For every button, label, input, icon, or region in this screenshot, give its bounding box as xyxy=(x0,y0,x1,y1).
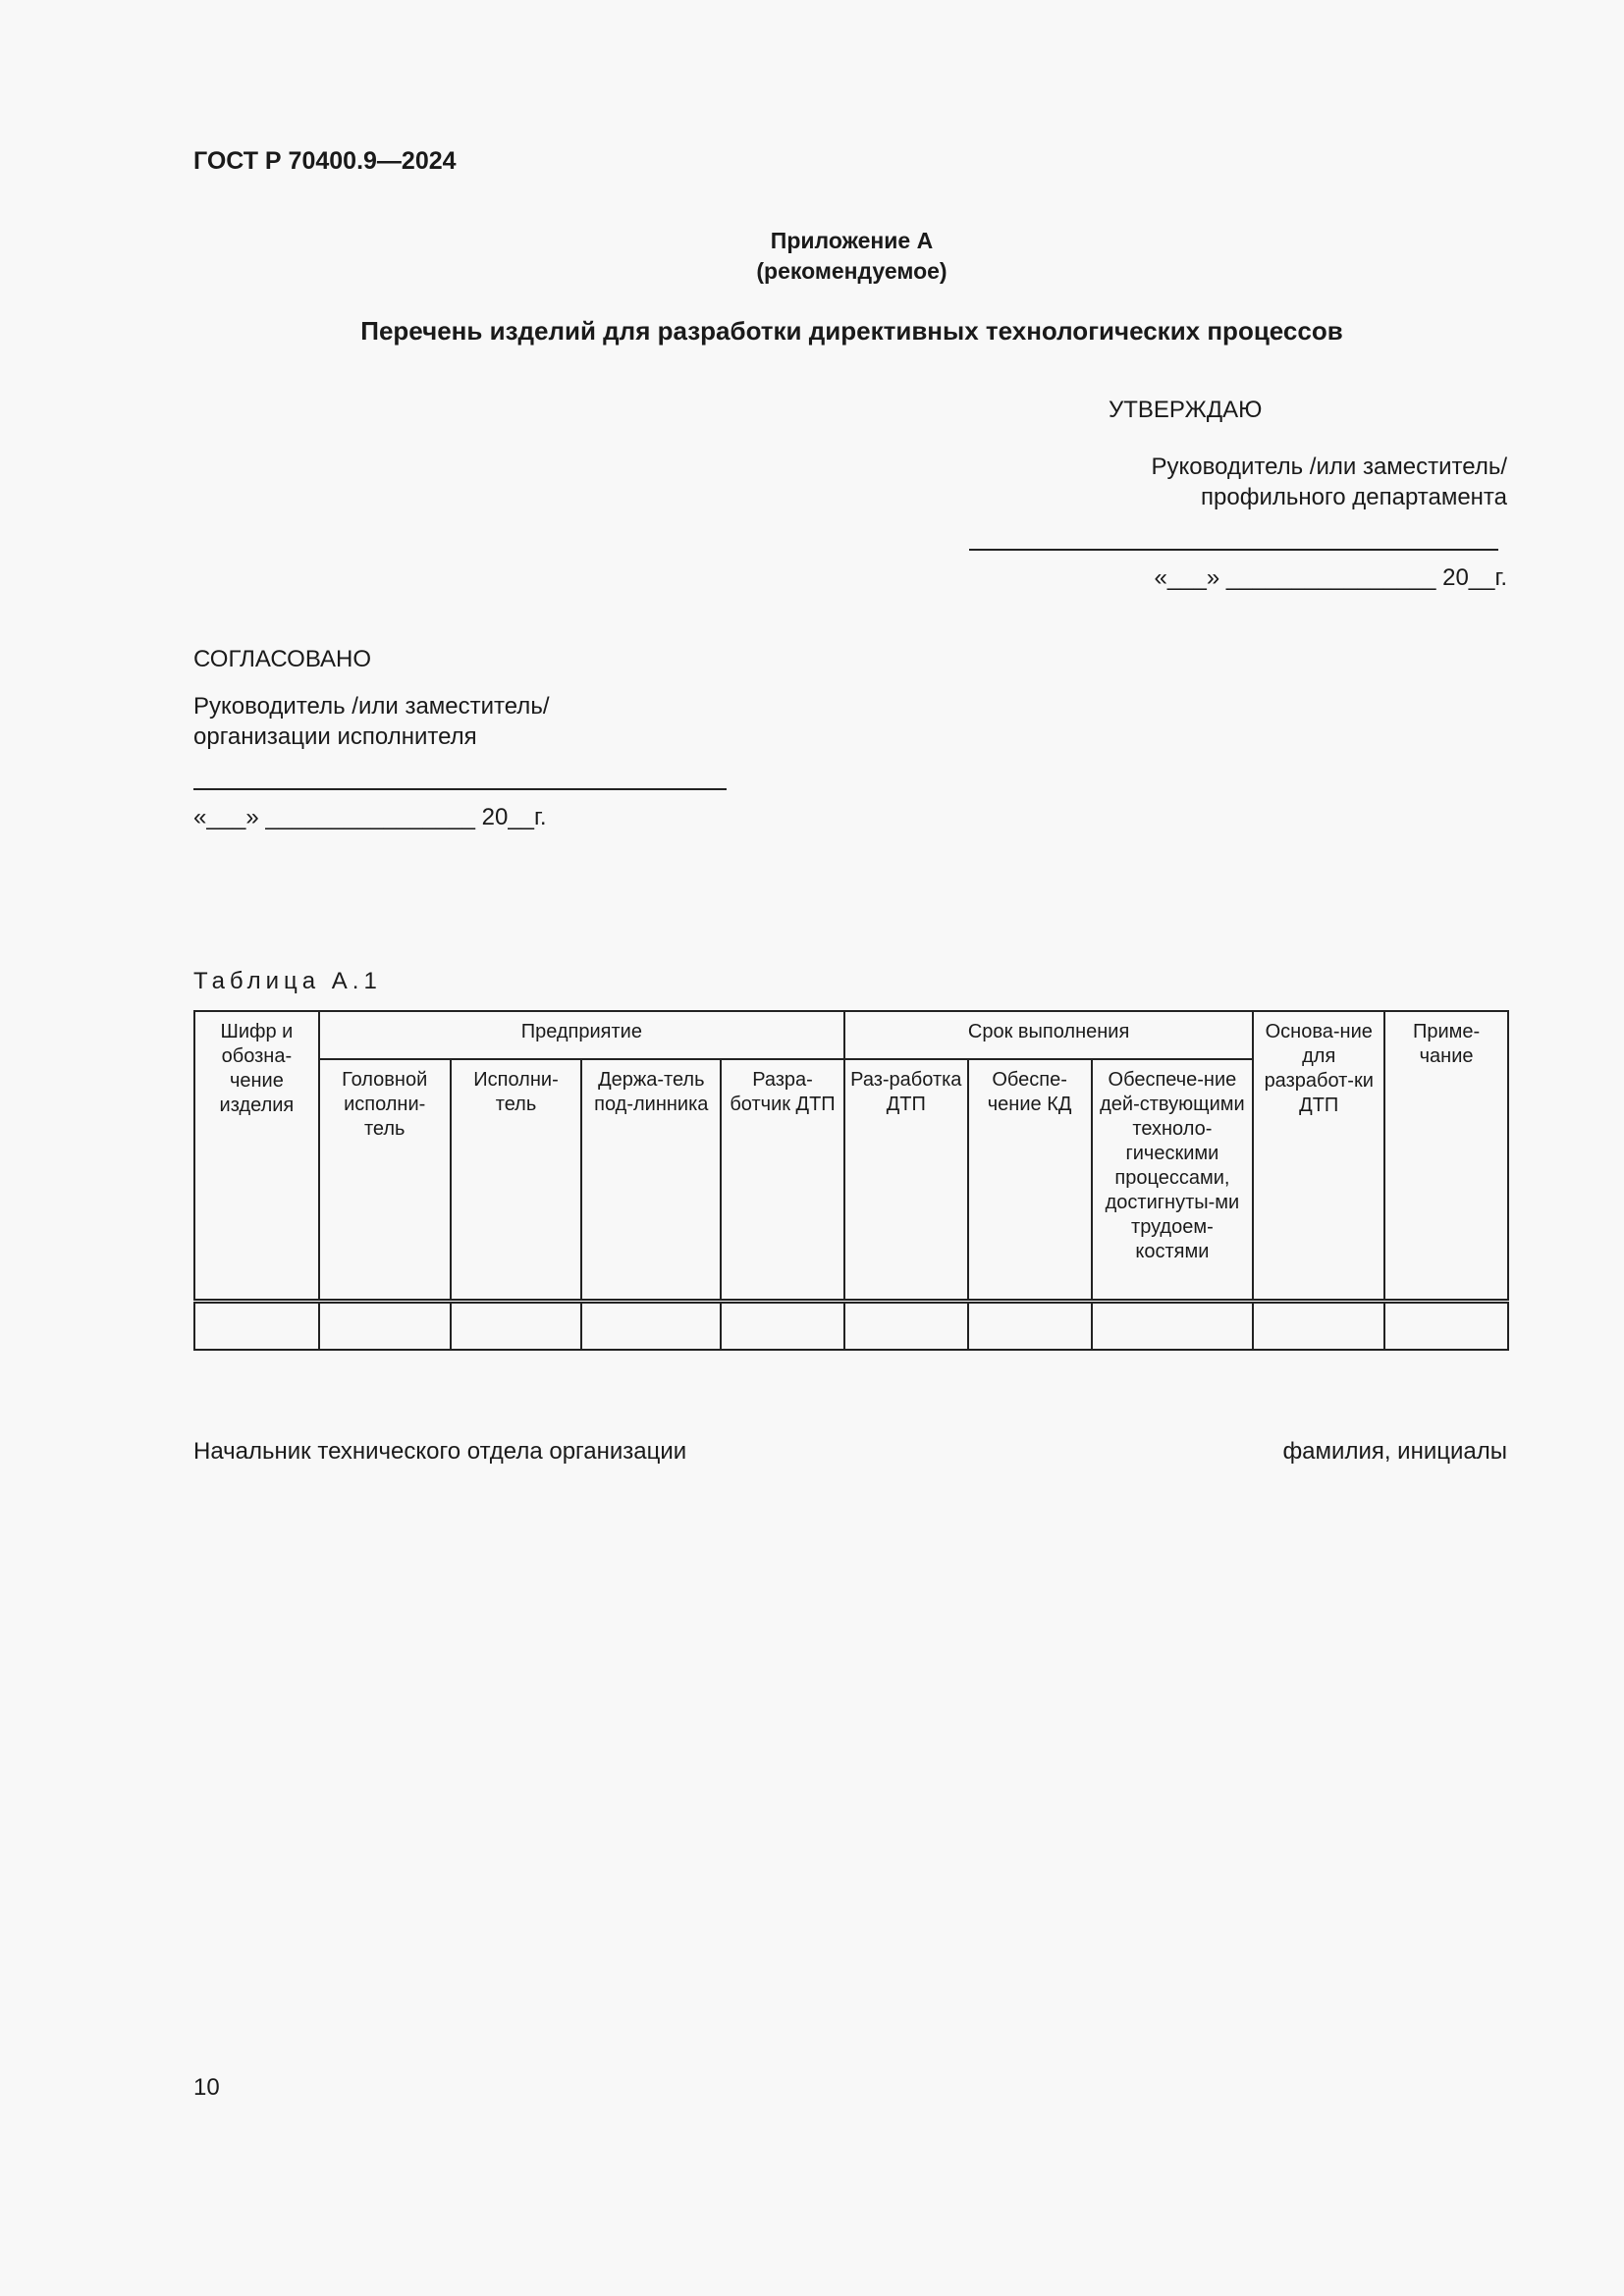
agree-position-line2: организации исполнителя xyxy=(193,723,477,750)
approve-date: «___» ________________ 20__г. xyxy=(1154,564,1507,591)
table-cell xyxy=(319,1302,451,1351)
approve-position-line1: Руководитель /или заместитель/ xyxy=(1151,454,1507,480)
table-cell xyxy=(968,1302,1092,1351)
standard-code: ГОСТ Р 70400.9—2024 xyxy=(193,147,457,175)
agree-position-line1: Руководитель /или заместитель/ xyxy=(193,693,550,720)
table-cell xyxy=(1253,1302,1384,1351)
table-cell xyxy=(1384,1302,1508,1351)
agree-signature-line xyxy=(193,788,727,790)
col-existing-processes: Обеспече-ние дей-ствующими техноло-гическими процессами, достигнуты-ми трудоем-костями xyxy=(1092,1059,1254,1302)
col-kd-provision: Обеспе-чение КД xyxy=(968,1059,1092,1302)
col-code: Шифр и обозна-чение изделия xyxy=(194,1011,319,1302)
group-enterprise: Предприятие xyxy=(319,1011,844,1059)
table-cell xyxy=(581,1302,721,1351)
table-cell xyxy=(451,1302,582,1351)
annex-status: (рекомендуемое) xyxy=(756,258,947,284)
table-cell xyxy=(1092,1302,1254,1351)
annex-heading xyxy=(0,226,1624,287)
col-note: Приме-чание xyxy=(1384,1011,1508,1302)
agree-heading: СОГЛАСОВАНО xyxy=(193,646,372,672)
table-row xyxy=(194,1302,1508,1351)
approve-position-line2: профильного департамента xyxy=(1201,484,1507,510)
document-title: Перечень изделий для разработки директивных технологических процессов xyxy=(360,316,1343,346)
table-cell xyxy=(844,1302,968,1351)
agree-block xyxy=(193,644,743,832)
footer-position: Начальник технического отдела организации xyxy=(193,1438,687,1465)
col-original-holder: Держа-тель под-линника xyxy=(581,1059,721,1302)
annex-title: Приложение А xyxy=(770,228,934,253)
group-deadline: Срок выполнения xyxy=(844,1011,1253,1059)
approve-block xyxy=(997,395,1507,593)
footer-name: фамилия, инициалы xyxy=(1282,1438,1507,1465)
col-dtp-development: Раз-работка ДТП xyxy=(844,1059,968,1302)
table-cell xyxy=(721,1302,844,1351)
col-dtp-developer: Разра-ботчик ДТП xyxy=(721,1059,844,1302)
approve-heading: УТВЕРЖДАЮ xyxy=(1109,397,1263,423)
col-basis: Основа-ние для разработ-ки ДТП xyxy=(1253,1011,1384,1302)
table-header-row xyxy=(194,1011,1508,1059)
col-executor: Исполни-тель xyxy=(451,1059,582,1302)
table-caption: Таблица А.1 xyxy=(193,968,382,994)
col-head-executor: Головной исполни-тель xyxy=(319,1059,451,1302)
approve-signature-line xyxy=(969,549,1498,551)
page-number: 10 xyxy=(193,2074,220,2101)
table-cell xyxy=(194,1302,319,1351)
agree-date: «___» ________________ 20__г. xyxy=(193,804,547,830)
products-table xyxy=(193,1010,1509,1351)
